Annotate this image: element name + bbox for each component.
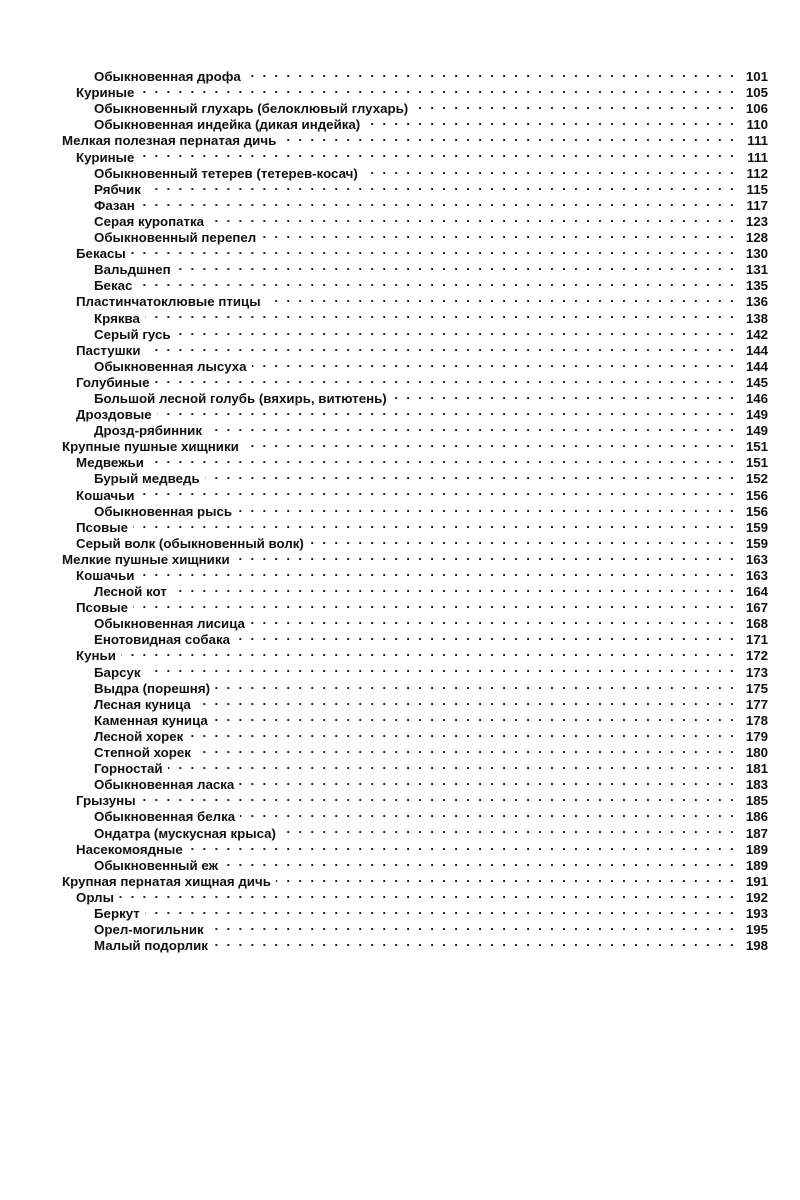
- toc-entry-title: Куриные: [76, 149, 135, 165]
- dot-leader: [281, 821, 736, 837]
- toc-entry-title: Бекас: [94, 278, 133, 294]
- toc-entry: [62, 918, 768, 938]
- dot-leader: [252, 355, 736, 371]
- dot-leader: [145, 306, 736, 322]
- toc-entry-page-number: 181: [745, 761, 768, 777]
- toc-entry: [62, 612, 768, 632]
- toc-entry: [62, 178, 768, 197]
- toc-entry-title: Кряква: [94, 310, 140, 326]
- toc-entry-page-number: 123: [745, 213, 768, 229]
- toc-entry: [62, 500, 768, 519]
- toc-entry-title: Обыкновенная белка: [94, 809, 236, 825]
- toc-entry-title: Малый подорлик: [94, 938, 208, 954]
- toc-entry-page-number: 163: [745, 551, 768, 567]
- dot-leader: [188, 725, 736, 741]
- toc-entry: [62, 660, 768, 680]
- toc-entry-page-number: 164: [745, 584, 768, 600]
- toc-entry-title: Грызуны: [76, 793, 136, 809]
- toc-entry: [62, 532, 768, 551]
- toc-entry: [62, 902, 768, 921]
- dot-leader: [149, 451, 736, 467]
- toc-entry-page-number: 142: [745, 326, 768, 342]
- dot-leader: [213, 709, 736, 725]
- toc-entry-title: Серый гусь: [94, 326, 171, 342]
- dot-leader: [209, 918, 736, 934]
- toc-entry-page-number: 177: [745, 696, 768, 712]
- dot-leader: [276, 870, 736, 886]
- toc-entry-title: Кошачьи: [76, 568, 135, 583]
- toc-entry-page-number: 112: [746, 165, 768, 181]
- toc-entry-title: Насекомоядные: [76, 841, 183, 857]
- toc-entry-page-number: 135: [745, 278, 768, 294]
- toc-entry-page-number: 179: [745, 728, 768, 744]
- toc-entry-page-number: 173: [745, 664, 768, 680]
- toc-entry-page-number: 111: [747, 133, 768, 149]
- toc-entry: [62, 145, 768, 165]
- toc-entry: [62, 97, 768, 117]
- toc-entry-title: Барсук: [94, 664, 141, 680]
- toc-entry-title: Обыкновенная лысуха: [94, 358, 247, 374]
- toc-entry: [62, 387, 768, 406]
- dot-leader: [213, 934, 736, 950]
- dot-leader: [146, 339, 737, 355]
- dot-leader: [155, 371, 736, 387]
- toc-entry-page-number: 193: [745, 905, 768, 921]
- dot-leader: [239, 773, 736, 789]
- dot-leader: [215, 677, 736, 693]
- toc-entry-title: Бекасы: [76, 246, 126, 262]
- toc-entry-page-number: 145: [745, 374, 768, 390]
- toc-entry: [62, 789, 768, 809]
- toc-entry: [62, 210, 768, 229]
- toc-entry-title: Орлы: [76, 889, 114, 905]
- toc-entry-title: Медвежьи: [76, 455, 144, 471]
- toc-entry-title: Обыкновенная лисица: [94, 616, 245, 632]
- toc-entry-title: Фазан: [94, 197, 135, 213]
- toc-entry: [62, 339, 768, 358]
- dot-leader: [133, 516, 736, 532]
- toc-entry-title: Обыкновенная ласка: [94, 777, 235, 793]
- toc-entry-title: Обыкновенный тетерев (тетерев-косач): [94, 165, 358, 181]
- table-of-contents: [62, 65, 768, 954]
- toc-entry-page-number: 144: [745, 342, 768, 358]
- toc-entry-page-number: 144: [745, 358, 768, 374]
- toc-entry-title: Лесная куница: [94, 696, 191, 712]
- toc-entry: [62, 323, 768, 342]
- toc-entry-title: Куриные: [76, 85, 135, 101]
- dot-leader: [176, 323, 736, 339]
- toc-entry-title: Обыкновенный перепел: [94, 230, 257, 246]
- toc-entry-title: Голубиные: [76, 374, 150, 390]
- toc-entry-title: Вальдшнеп: [94, 262, 171, 278]
- dot-leader: [145, 902, 736, 918]
- toc-entry-page-number: 172: [745, 648, 768, 664]
- dot-leader: [176, 258, 736, 274]
- dot-leader: [188, 838, 736, 854]
- toc-entry: [62, 242, 768, 262]
- toc-entry: [62, 81, 768, 101]
- dot-leader: [223, 854, 736, 870]
- dot-leader: [137, 274, 736, 290]
- dot-leader: [139, 483, 736, 499]
- toc-entry: [62, 773, 768, 793]
- toc-entry-title: Дрозд-рябинник: [94, 423, 203, 439]
- toc-entry-page-number: 185: [745, 793, 768, 809]
- toc-entry-page-number: 149: [745, 407, 768, 423]
- toc-entry-title: Обыкновенный еж: [94, 857, 219, 873]
- toc-entry-title: Псовые: [76, 519, 128, 535]
- toc-entry-page-number: 156: [745, 503, 768, 519]
- toc-entry: [62, 677, 768, 696]
- dot-leader: [196, 741, 736, 757]
- toc-entry-title: Бурый медведь: [94, 471, 200, 487]
- toc-entry: [62, 355, 768, 374]
- toc-entry-title: Рябчик: [94, 181, 141, 197]
- toc-entry-page-number: 130: [745, 246, 768, 262]
- toc-entry-title: Лесной кот: [94, 584, 167, 600]
- dot-leader: [250, 612, 736, 628]
- dot-leader: [209, 210, 736, 226]
- toc-entry-page-number: 191: [745, 873, 768, 889]
- toc-entry-page-number: 198: [745, 938, 768, 954]
- toc-entry-title: Мелкие пушные хищники: [62, 551, 230, 567]
- toc-entry: [62, 419, 768, 439]
- toc-entry: [62, 757, 768, 777]
- toc-entry-page-number: 183: [745, 777, 768, 793]
- toc-entry-page-number: 159: [745, 535, 768, 551]
- toc-entry-title: Лесной хорек: [94, 728, 184, 744]
- toc-entry-page-number: 175: [745, 680, 768, 696]
- toc-entry-page-number: 186: [745, 809, 768, 825]
- toc-entry-page-number: 101: [745, 69, 768, 85]
- toc-entry-page-number: 138: [745, 310, 768, 326]
- dot-leader: [196, 693, 736, 709]
- toc-entry-title: Кошачьи: [76, 487, 135, 503]
- toc-entry-page-number: 178: [745, 712, 768, 728]
- toc-entry-page-number: 168: [745, 616, 768, 632]
- dot-leader: [146, 178, 736, 194]
- toc-entry-title: Орел-могильник: [94, 922, 204, 938]
- toc-entry-title: Пластинчатоклювые птицы: [76, 294, 261, 310]
- toc-entry-page-number: 156: [745, 487, 768, 503]
- toc-entry-title: Дроздовые: [76, 407, 152, 423]
- dot-leader: [266, 290, 736, 306]
- dot-leader: [365, 113, 736, 129]
- dot-leader: [121, 644, 736, 660]
- toc-entry-page-number: 111: [747, 149, 768, 165]
- dot-leader: [235, 548, 736, 564]
- toc-entry-title: Крупные пушные хищники: [62, 439, 239, 455]
- dot-leader: [139, 81, 736, 97]
- toc-entry: [62, 403, 768, 423]
- toc-entry-title: Серая куропатка: [94, 213, 205, 229]
- dot-leader: [140, 194, 736, 210]
- toc-entry: [62, 162, 768, 181]
- toc-entry: [62, 290, 768, 310]
- dot-leader: [240, 805, 736, 821]
- toc-entry-page-number: 195: [745, 922, 768, 938]
- toc-entry-page-number: 136: [745, 294, 768, 310]
- toc-entry: [62, 371, 768, 390]
- toc-entry: [62, 805, 768, 825]
- toc-entry: [62, 258, 768, 278]
- toc-entry: [62, 516, 768, 535]
- toc-entry-page-number: 106: [745, 101, 768, 117]
- toc-entry: [62, 596, 768, 616]
- toc-entry-title: Степной хорек: [94, 745, 191, 761]
- dot-leader: [244, 435, 736, 451]
- toc-entry-title: Обыкновенная индейка (дикая индейка): [94, 117, 361, 133]
- toc-entry-page-number: 115: [746, 181, 768, 197]
- toc-entry-title: Обыкновенная рысь: [94, 503, 233, 519]
- toc-entry-page-number: 187: [745, 825, 768, 841]
- dot-leader: [309, 532, 736, 548]
- toc-entry: [62, 580, 768, 600]
- dot-leader: [205, 467, 736, 483]
- toc-entry-title: Серый волк (обыкновенный волк): [76, 535, 304, 551]
- toc-entry: [62, 886, 768, 905]
- toc-entry-page-number: 192: [745, 889, 768, 905]
- toc-entry-title: Горностай: [94, 761, 163, 777]
- toc-entry-title: Мелкая полезная пернатая дичь: [62, 133, 277, 149]
- toc-entry-page-number: 131: [745, 262, 768, 278]
- toc-entry-page-number: 110: [746, 117, 768, 133]
- toc-entry: [62, 65, 768, 85]
- dot-leader: [235, 628, 736, 644]
- dot-leader: [413, 97, 736, 113]
- toc-entry: [62, 483, 768, 503]
- toc-entry-title: Енотовидная собака: [94, 632, 230, 648]
- dot-leader: [139, 145, 736, 161]
- dot-leader: [146, 660, 736, 676]
- toc-entry-page-number: 128: [745, 230, 768, 246]
- toc-entry-page-number: 159: [745, 519, 768, 535]
- dot-leader: [363, 162, 736, 178]
- toc-entry: [62, 451, 768, 471]
- toc-entry: [62, 467, 768, 487]
- toc-entry: [62, 564, 768, 583]
- toc-entry: [62, 306, 768, 326]
- toc-entry-title: Ондатра (мускусная крыса): [94, 825, 276, 841]
- toc-entry-page-number: 151: [745, 455, 768, 471]
- toc-entry-page-number: 149: [745, 423, 768, 439]
- dot-leader: [131, 242, 736, 258]
- toc-entry-title: Псовые: [76, 600, 128, 616]
- toc-entry-title: Крупная пернатая хищная дичь: [62, 873, 271, 889]
- toc-entry-page-number: 117: [746, 197, 768, 213]
- toc-entry-page-number: 189: [745, 841, 768, 857]
- toc-entry-page-number: 180: [745, 745, 768, 761]
- toc-entry-title: Большой лесной голубь (вяхирь, витютень): [94, 390, 387, 406]
- toc-entry-title: Обыкновенная дрофа: [94, 69, 241, 85]
- toc-entry-title: Пастушки: [76, 342, 141, 358]
- dot-leader: [281, 129, 736, 145]
- dot-leader: [119, 886, 736, 902]
- toc-entry: [62, 644, 768, 664]
- dot-leader: [172, 580, 736, 596]
- dot-leader: [261, 226, 736, 242]
- toc-entry-page-number: 151: [745, 439, 768, 455]
- dot-leader: [139, 564, 736, 580]
- dot-leader: [141, 789, 736, 805]
- dot-leader: [133, 596, 736, 612]
- toc-entry-title: Выдра (порешня): [94, 680, 211, 696]
- toc-entry-page-number: 146: [745, 390, 768, 406]
- toc-entry-page-number: 189: [745, 857, 768, 873]
- dot-leader: [246, 65, 736, 81]
- dot-leader: [168, 757, 736, 773]
- toc-entry-page-number: 152: [745, 471, 768, 487]
- toc-entry: [62, 274, 768, 294]
- toc-entry-title: Беркут: [94, 905, 140, 921]
- toc-entry-page-number: 105: [745, 85, 768, 101]
- dot-leader: [207, 419, 736, 435]
- toc-entry-page-number: 163: [745, 568, 768, 583]
- toc-entry-page-number: 167: [745, 600, 768, 616]
- dot-leader: [392, 387, 736, 403]
- toc-entry-title: Каменная куница: [94, 712, 208, 728]
- toc-entry-title: Куньи: [76, 648, 116, 664]
- dot-leader: [157, 403, 736, 419]
- dot-leader: [237, 500, 736, 516]
- toc-entry-page-number: 171: [745, 632, 768, 648]
- toc-entry-title: Обыкновенный глухарь (белоклювый глухарь): [94, 101, 409, 117]
- toc-entry: [62, 194, 768, 213]
